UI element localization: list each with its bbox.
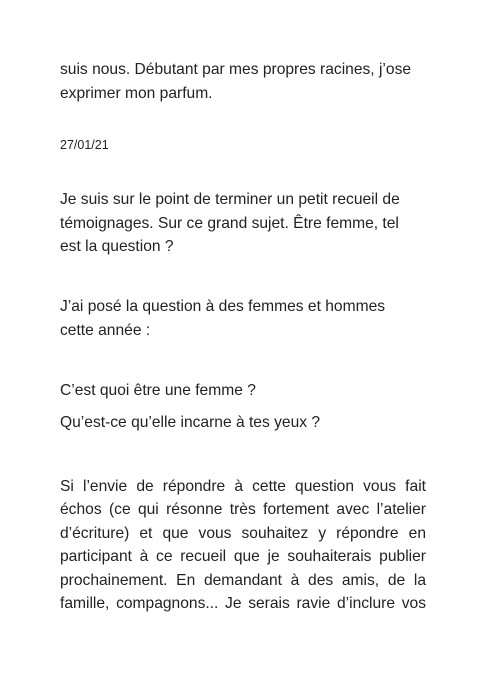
paragraph3-line-1-text: Si l’envie de répondre à cette question vous fait	[60, 478, 426, 495]
paragraph3-line-5-text: prochainement. En demandant à des amis, de la	[60, 572, 426, 589]
question-2: Qu’est-ce qu’elle incarne à tes yeux ?	[60, 414, 321, 431]
paragraph3-line-3	[60, 525, 426, 543]
paragraph3-line-1	[60, 478, 426, 496]
paragraph1-line-3: est la question ?	[60, 238, 174, 255]
paragraph2-line-2: cette année :	[60, 322, 151, 339]
intro-line-1: suis nous. Débutant par mes propres racines, j’ose	[60, 61, 412, 78]
paragraph2-line-1: J’ai posé la question à des femmes et hommes	[60, 298, 386, 315]
paragraph3-line-6-text: famille, compagnons... Je serais ravie d’inclure vos	[60, 595, 426, 612]
paragraph1-line-1: Je suis sur le point de terminer un petit recueil de	[60, 191, 400, 208]
paragraph3-line-6	[60, 595, 426, 613]
paragraph3-line-5	[60, 572, 426, 590]
paragraph3-line-2	[60, 501, 426, 519]
paragraph3-line-3-text: d’écriture) et que vous souhaitez y répondre en	[60, 525, 426, 542]
paragraph1-line-2: témoignages. Sur ce grand sujet. Être femme, tel	[60, 215, 399, 232]
question-1: C’est quoi être une femme ?	[60, 382, 256, 399]
entry-date: 27/01/21	[60, 138, 109, 152]
intro-line-2: exprimer mon parfum.	[60, 85, 213, 102]
paragraph3-line-2-text: échos (ce qui résonne très fortement avec l’atelier	[60, 501, 426, 518]
paragraph3-line-4-text: participant à ce recueil que je souhaiterais publier	[60, 548, 426, 565]
paragraph3-line-4	[60, 548, 426, 566]
